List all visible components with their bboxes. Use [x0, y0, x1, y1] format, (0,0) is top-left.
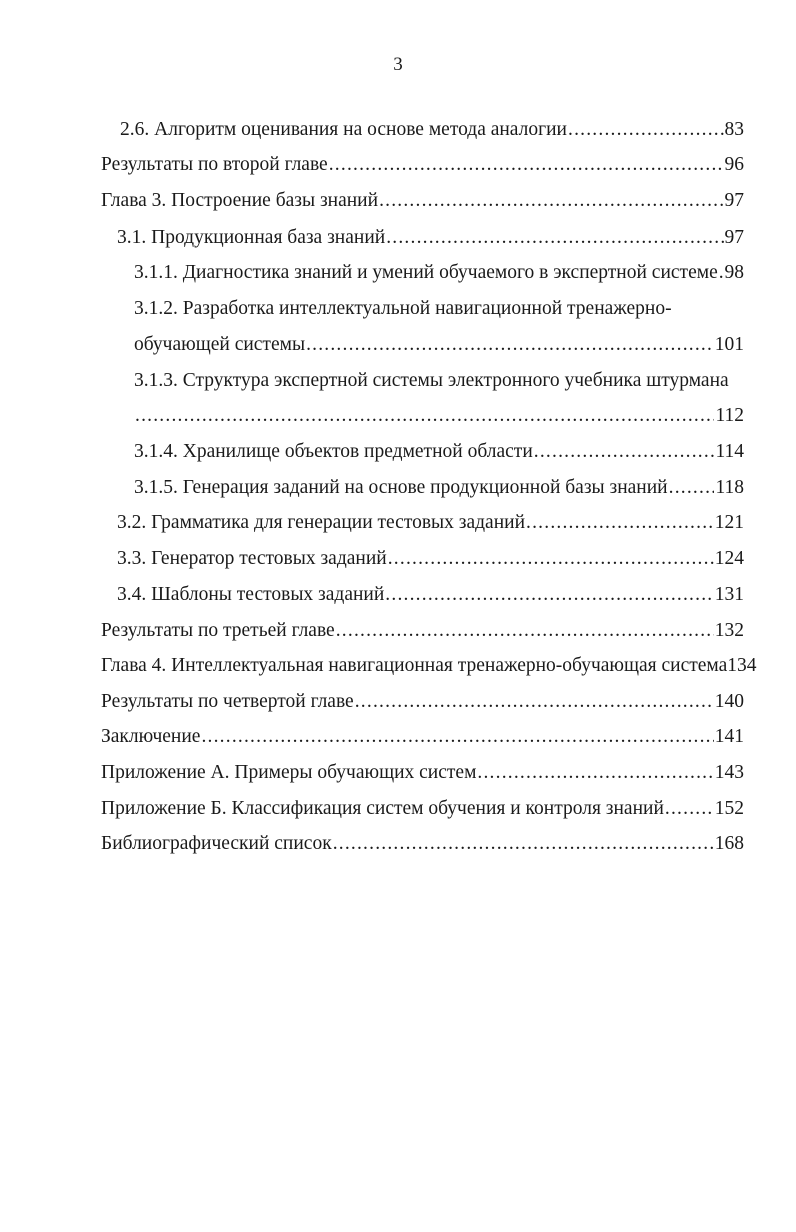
toc-entry-page: 96 [724, 154, 744, 175]
toc-entry-page: 121 [714, 512, 744, 533]
toc-leader [568, 118, 724, 142]
toc-entry-title: 3.4. Шаблоны тестовых заданий [117, 584, 385, 605]
toc-entry-3-1-2-line1[interactable]: 3.1.2. Разработка интеллектуальной навигационной тренажерно- [134, 298, 672, 319]
toc-entry-page: 143 [714, 762, 744, 783]
toc-entry-3-4[interactable] [117, 583, 744, 607]
toc-leader [379, 189, 723, 213]
toc-entry-title: Результаты по третьей главе [101, 620, 335, 641]
toc-entry-title: обучающей системы [134, 334, 306, 355]
toc-entry-page: 114 [715, 441, 744, 462]
toc-leader [385, 583, 713, 607]
toc-entry-results-ch3[interactable] [101, 619, 744, 643]
toc-leader [329, 153, 724, 177]
toc-leader [306, 333, 714, 357]
toc-entry-title: 3.1.5. Генерация заданий на основе продукционной базы знаний [134, 477, 668, 498]
toc-entry-title: 3.1.4. Хранилище объектов предметной области [134, 441, 533, 462]
toc-entry-page: 98 [724, 262, 744, 283]
toc-entry-page: 134 [727, 655, 757, 676]
toc-entry-title: 3.3. Генератор тестовых заданий [117, 548, 387, 569]
toc-entry-results-ch4[interactable] [101, 690, 744, 714]
toc-entry-title: Результаты по четвертой главе [101, 691, 354, 712]
toc-entry-3-2[interactable] [117, 511, 744, 535]
toc-entry-title: Приложение А. Примеры обучающих систем [101, 762, 477, 783]
toc-entry-page: 131 [714, 584, 744, 605]
toc-entry-3-1-4[interactable] [134, 440, 744, 464]
toc-entry-title: Глава 3. Построение базы знаний [101, 190, 379, 211]
toc-entry-page: 97 [724, 190, 744, 211]
toc-leader [665, 797, 714, 821]
toc-entry-title: 3.1. Продукционная база знаний [117, 227, 386, 248]
toc-leader [477, 761, 713, 785]
toc-entry-title: Заключение [101, 726, 201, 747]
toc-leader [355, 690, 714, 714]
toc-entry-page: 83 [724, 119, 744, 140]
toc-leader [719, 261, 724, 285]
toc-entry-page: 141 [714, 726, 744, 747]
toc-entry-3-3[interactable] [117, 547, 744, 571]
toc-entry-results-ch2[interactable] [101, 153, 744, 177]
toc-entry-page: 140 [714, 691, 744, 712]
toc-entry-page: 97 [724, 227, 744, 248]
toc-leader [534, 440, 715, 464]
toc-entry-appendix-a[interactable] [101, 761, 744, 785]
toc-entry-3-1-3[interactable] [134, 404, 744, 428]
toc-entry-page: 168 [714, 833, 744, 854]
toc-entry-title: Библиографический список [101, 833, 332, 854]
toc-entry-page: 152 [714, 798, 744, 819]
toc-leader [526, 511, 714, 535]
toc-entry-3-1-5[interactable] [134, 476, 744, 500]
toc-entry-page: 132 [714, 620, 744, 641]
toc-leader [135, 404, 714, 428]
toc-entry-page: 112 [715, 405, 744, 426]
toc-entry-title: Результаты по второй главе [101, 154, 328, 175]
toc-entry-3-1-2[interactable] [134, 333, 744, 357]
toc-entry-conclusion[interactable] [101, 725, 744, 749]
toc-entry-chapter-4[interactable] [101, 654, 757, 678]
toc-entry-title: Глава 4. Интеллектуальная навигационная тренажерно-обучающая система [101, 655, 728, 676]
toc-entry-bibliography[interactable] [101, 832, 744, 856]
toc-entry-3-1[interactable] [117, 226, 744, 250]
toc-leader [669, 476, 715, 500]
toc-entry-title: 3.1.1. Диагностика знаний и умений обучаемого в экспертной системе [134, 262, 718, 283]
toc-leader [388, 547, 714, 571]
toc-entry-page: 101 [714, 334, 744, 355]
toc-entry-appendix-b[interactable] [101, 797, 744, 821]
toc-entry-page: 124 [714, 548, 744, 569]
toc-entry-title: 3.2. Грамматика для генерации тестовых заданий [117, 512, 526, 533]
toc-entry-title: 2.6. Алгоритм оценивания на основе метода аналогии [120, 119, 567, 140]
toc-entry-page: 118 [715, 477, 744, 498]
toc-leader [386, 226, 723, 250]
toc-entry-2-6[interactable] [120, 118, 744, 142]
toc-leader [333, 832, 714, 856]
page-number: 3 [393, 54, 403, 75]
toc-entry-chapter-3[interactable] [101, 189, 744, 213]
toc-leader [201, 725, 713, 749]
toc-entry-title: Приложение Б. Классификация систем обучения и контроля знаний [101, 798, 664, 819]
toc-entry-3-1-1[interactable] [134, 261, 744, 285]
toc-leader [336, 619, 714, 643]
toc-entry-3-1-3-line1[interactable]: 3.1.3. Структура экспертной системы электронного учебника штурмана [134, 370, 729, 391]
